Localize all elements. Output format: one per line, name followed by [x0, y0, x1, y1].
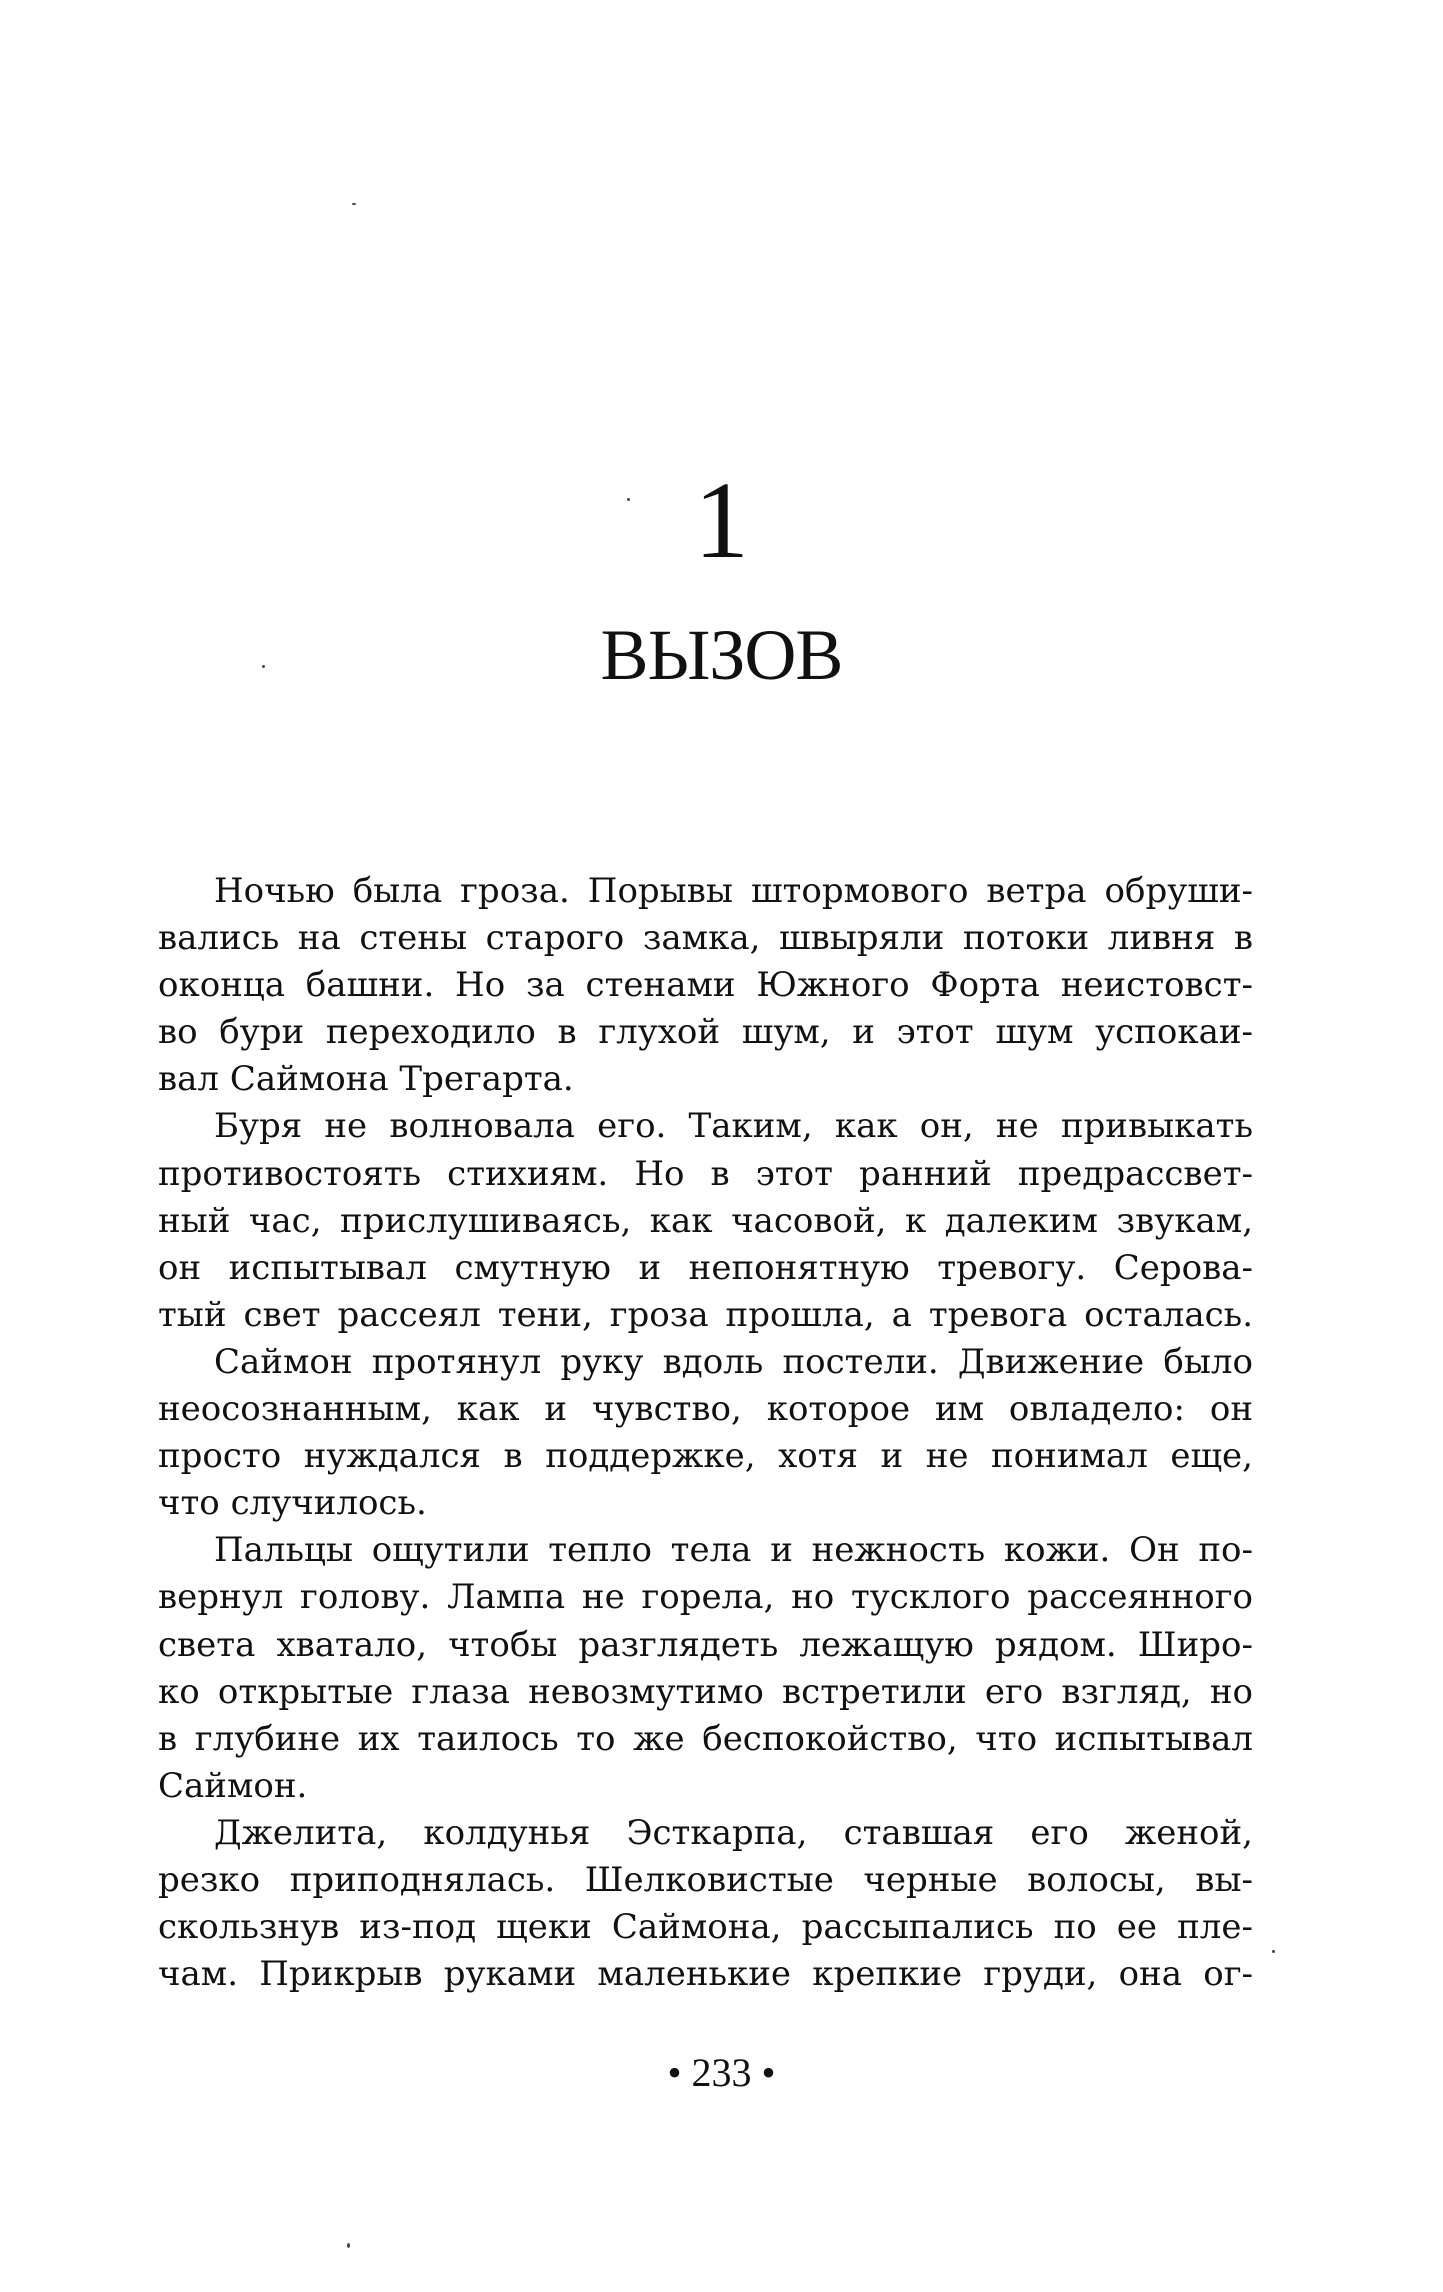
text-line: резко приподнялась. Шелковистые черные волосы, вы-	[158, 1859, 1253, 1900]
text-line: он испытывал смутную и непонятную тревогу. Серова-	[158, 1247, 1253, 1288]
text-line: неосознанным, как и чувство, которое им овладело: он	[158, 1389, 1253, 1430]
text-line: скользнув из-под щеки Саймона, рассыпались по ее пле-	[158, 1907, 1253, 1948]
text-line: вернул голову. Лампа не горела, но тусклого рассеянного	[158, 1577, 1253, 1618]
text-line: во бури переходило в глухой шум, и этот шум успокаи-	[158, 1012, 1253, 1053]
paragraph	[158, 868, 1253, 1103]
scan-speck	[347, 2243, 350, 2248]
text-line: Буря не волновала его. Таким, как он, не привыкать	[214, 1106, 1253, 1147]
text-line: вал Саймона Трегарта.	[158, 1059, 574, 1100]
text-line: Пальцы ощутили тепло тела и нежность кожи. Он по-	[214, 1530, 1253, 1571]
text-line: Ночью была гроза. Порывы штормового ветра обруши-	[214, 871, 1253, 911]
text-line: тый свет рассеял тени, гроза прошла, а тревога осталась.	[158, 1294, 1253, 1335]
text-line: чам. Прикрыв руками маленькие крепкие груди, она ог-	[158, 1954, 1253, 1995]
scan-speck	[1272, 1950, 1275, 1953]
page-number: • 233 •	[667, 2050, 776, 2095]
text-line: в глубине их таилось то же беспокойство, что испытывал	[158, 1718, 1253, 1759]
chapter-title: ВЫЗОВ	[600, 615, 843, 695]
paragraph	[158, 1527, 1253, 1810]
text-line: света хватало, чтобы разглядеть лежащую рядом. Широ-	[158, 1624, 1253, 1665]
text-line: что случилось.	[158, 1483, 427, 1524]
text-line: вались на стены старого замка, швыряли потоки ливня в	[158, 918, 1253, 959]
chapter-body	[158, 868, 1253, 1998]
text-line: оконца башни. Но за стенами Южного Форта неистовст-	[158, 965, 1253, 1006]
scan-speck	[352, 203, 356, 205]
paragraph	[158, 1810, 1253, 1998]
text-line: Саймон.	[158, 1765, 308, 1806]
paragraph	[158, 1103, 1253, 1338]
paragraph	[158, 1339, 1253, 1527]
text-line: Саймон протянул руку вдоль постели. Движение было	[214, 1341, 1253, 1382]
text-line: противостоять стихиям. Но в этот ранний предрассвет-	[158, 1153, 1253, 1194]
text-line: просто нуждался в поддержке, хотя и не понимал еще,	[158, 1436, 1253, 1477]
chapter-number: 1	[694, 459, 749, 581]
text-line: Джелита, колдунья Эсткарпа, ставшая его женой,	[214, 1812, 1253, 1853]
text-line: ный час, прислушиваясь, как часовой, к далеким звукам,	[158, 1200, 1253, 1241]
text-line: ко открытые глаза невозмутимо встретили его взгляд, но	[158, 1671, 1253, 1712]
